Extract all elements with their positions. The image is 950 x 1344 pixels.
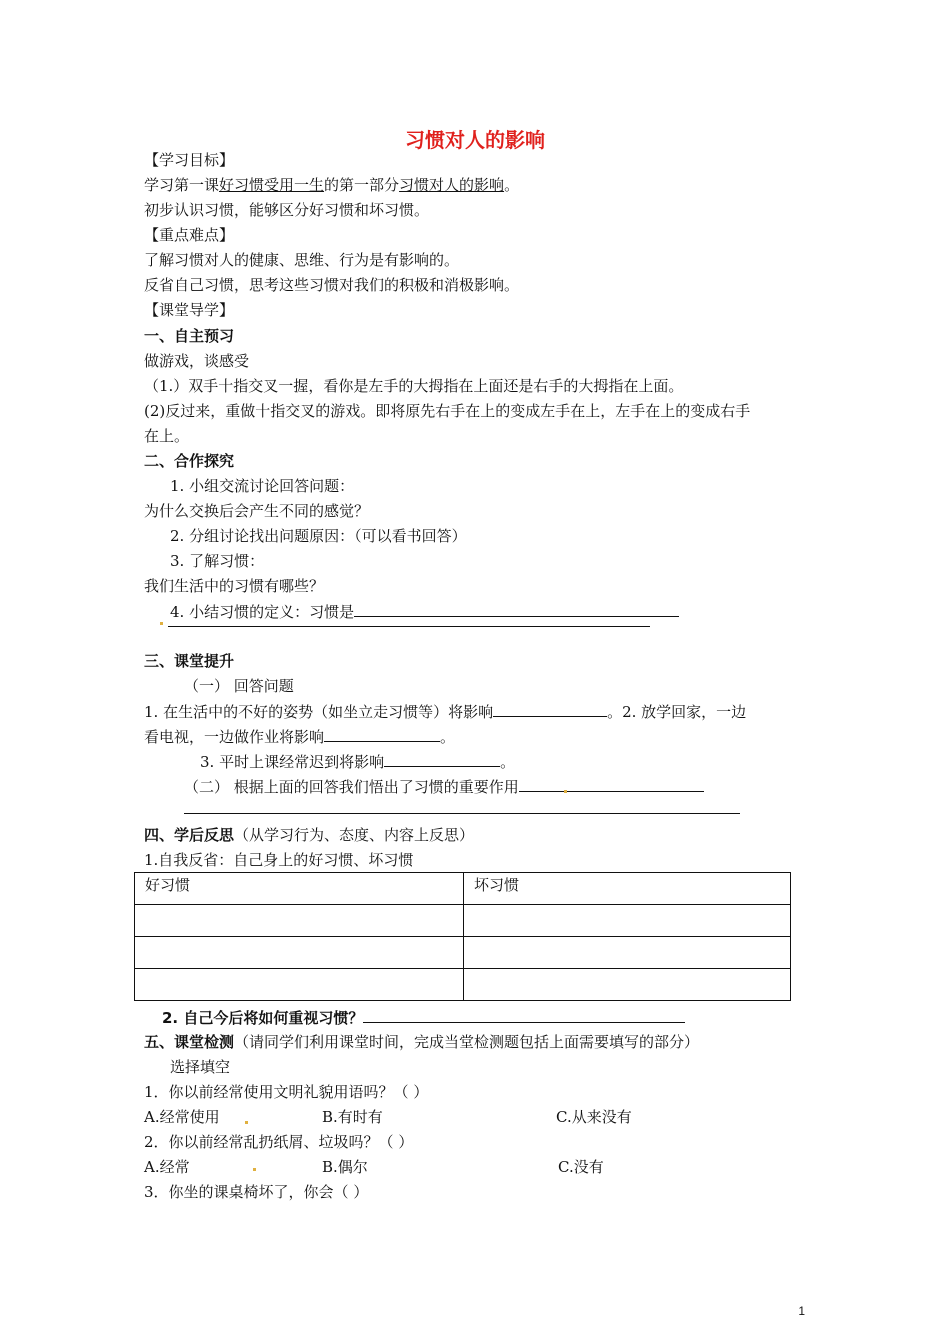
goals-underlined-topic: 习惯对人的影响 — [399, 176, 505, 194]
section-2-q4 — [170, 601, 679, 622]
posture-effect-blank[interactable] — [493, 701, 607, 717]
key-heading: 【重点难点】 — [144, 226, 235, 244]
section-5-heading-note: （请同学们利用课堂时间，完成当堂检测题包括上面需要填写的部分） — [234, 1033, 700, 1051]
section-3-q3-end: 。 — [500, 753, 516, 771]
section-1-heading: 一、自主预习 — [144, 327, 235, 345]
bad-habit-cell[interactable] — [464, 905, 791, 937]
quiz-q1-option-a[interactable]: A.经常使用 — [144, 1108, 220, 1126]
goals-text-a: 学习第一课 — [144, 176, 220, 194]
section-3-q3 — [200, 751, 515, 772]
importance-blank[interactable] — [519, 776, 704, 792]
section-3-sub-2 — [184, 776, 704, 797]
page-title: 习惯对人的影响 — [405, 128, 545, 152]
section-2-q1b: 为什么交换后会产生不同的感觉？ — [144, 502, 370, 520]
key-line-2: 反省自己习惯，思考这些习惯对我们的积极和消极影响。 — [144, 276, 520, 294]
section-2-q2: 2. 分组讨论找出问题原因：（可以看书回答） — [170, 527, 467, 545]
value-habits-blank[interactable] — [363, 1007, 685, 1023]
quiz-q2-option-c[interactable]: C.没有 — [558, 1158, 604, 1176]
goals-line-2: 初步认识习惯，能够区分好习惯和坏习惯。 — [144, 201, 430, 219]
section-1-line-2: （1.）双手十指交叉一握，看你是左手的大拇指在上面还是右手的大拇指在上面。 — [144, 377, 684, 395]
late-effect-blank[interactable] — [384, 751, 500, 767]
goals-text-e: 。 — [504, 176, 520, 194]
section-5-heading: 五、课堂检测 — [144, 1033, 235, 1051]
section-2-q3b: 我们生活中的习惯有哪些？ — [144, 577, 325, 595]
section-2-q3: 3. 了解习惯： — [170, 552, 265, 570]
decorative-dot — [245, 1121, 248, 1124]
table-row[interactable] — [135, 969, 791, 1001]
table-row[interactable] — [135, 937, 791, 969]
habit-definition-label: 4. 小结习惯的定义：习惯是 — [170, 603, 355, 621]
decorative-dot — [253, 1168, 256, 1171]
section-4-heading-line — [144, 825, 474, 845]
section-3-sub-1: （一） 回答问题 — [184, 677, 294, 695]
section-4-heading-note: （从学习行为、态度、内容上反思） — [234, 826, 475, 844]
section-4-q2-text: 2. 自己今后将如何重视习惯？ — [162, 1009, 364, 1027]
habit-definition-blank-line-2[interactable] — [168, 626, 650, 627]
section-4-q1: 1.自我反省：自己身上的好习惯、坏习惯 — [144, 851, 414, 869]
goals-heading: 【学习目标】 — [144, 151, 235, 169]
tv-homework-effect-blank[interactable] — [324, 726, 440, 742]
importance-blank-line-2[interactable] — [184, 813, 740, 814]
bad-habit-cell[interactable] — [464, 937, 791, 969]
quiz-q2: 2．你以前经常乱扔纸屑、垃圾吗？（ ） — [144, 1133, 414, 1151]
section-2-heading: 二、合作探究 — [144, 452, 235, 470]
habits-table — [134, 872, 791, 1001]
section-3-sub-2-text: （二） 根据上面的回答我们悟出了习惯的重要作用 — [184, 778, 519, 796]
quiz-q1-option-c[interactable]: C.从来没有 — [556, 1108, 632, 1126]
section-3-q2-end: 。 — [440, 728, 456, 746]
key-line-1: 了解习惯对人的健康、思维、行为是有影响的。 — [144, 251, 460, 269]
section-1-line-4: 在上。 — [144, 427, 190, 445]
good-habit-cell[interactable] — [135, 937, 464, 969]
bad-habits-header: 坏习惯 — [464, 873, 791, 905]
section-3-q3-text: 3. 平时上课经常迟到将影响 — [200, 753, 385, 771]
page-number: 1 — [798, 1304, 805, 1318]
quiz-q1: 1．你以前经常使用文明礼貌用语吗？（ ） — [144, 1083, 429, 1101]
section-3-q1-end: 。2. 放学回家，一边 — [607, 703, 747, 721]
good-habit-cell[interactable] — [135, 969, 464, 1001]
section-1-line-3: (2)反过来，重做十指交叉的游戏。即将原先右手在上的变成左手在上，左手在上的变成右手 — [144, 402, 751, 420]
decorative-dot — [160, 622, 163, 625]
guide-heading: 【课堂导学】 — [144, 301, 235, 319]
section-4-q2 — [162, 1007, 685, 1028]
good-habits-header: 好习惯 — [135, 873, 464, 905]
section-4-heading: 四、学后反思 — [144, 826, 235, 844]
quiz-q3: 3．你坐的课桌椅坏了，你会（ ） — [144, 1183, 369, 1201]
good-habit-cell[interactable] — [135, 905, 464, 937]
section-1-line-1: 做游戏，谈感受 — [144, 352, 250, 370]
quiz-q1-option-b[interactable]: B.有时有 — [322, 1108, 383, 1126]
goals-underlined-lesson: 好习惯受用一生 — [219, 176, 325, 194]
section-3-q2 — [144, 726, 455, 747]
section-5-heading-line — [144, 1032, 699, 1052]
bad-habit-cell[interactable] — [464, 969, 791, 1001]
goals-text-c: 的第一部分 — [324, 176, 400, 194]
section-3-q1-text: 1. 在生活中的不好的姿势（如坐立走习惯等）将影响 — [144, 703, 494, 721]
quiz-q2-option-a[interactable]: A.经常 — [144, 1158, 190, 1176]
section-2-q1: 1. 小组交流讨论回答问题： — [170, 477, 355, 495]
table-row[interactable] — [135, 905, 791, 937]
table-header-row — [135, 873, 791, 905]
section-3-q1 — [144, 701, 746, 722]
habit-definition-blank[interactable] — [354, 601, 679, 617]
section-5-sub: 选择填空 — [170, 1058, 231, 1076]
goals-line-1 — [144, 175, 519, 195]
decorative-dot — [564, 790, 567, 793]
quiz-q2-option-b[interactable]: B.偶尔 — [322, 1158, 368, 1176]
section-3-q2-text: 看电视，一边做作业将影响 — [144, 728, 325, 746]
section-3-heading: 三、课堂提升 — [144, 652, 235, 670]
